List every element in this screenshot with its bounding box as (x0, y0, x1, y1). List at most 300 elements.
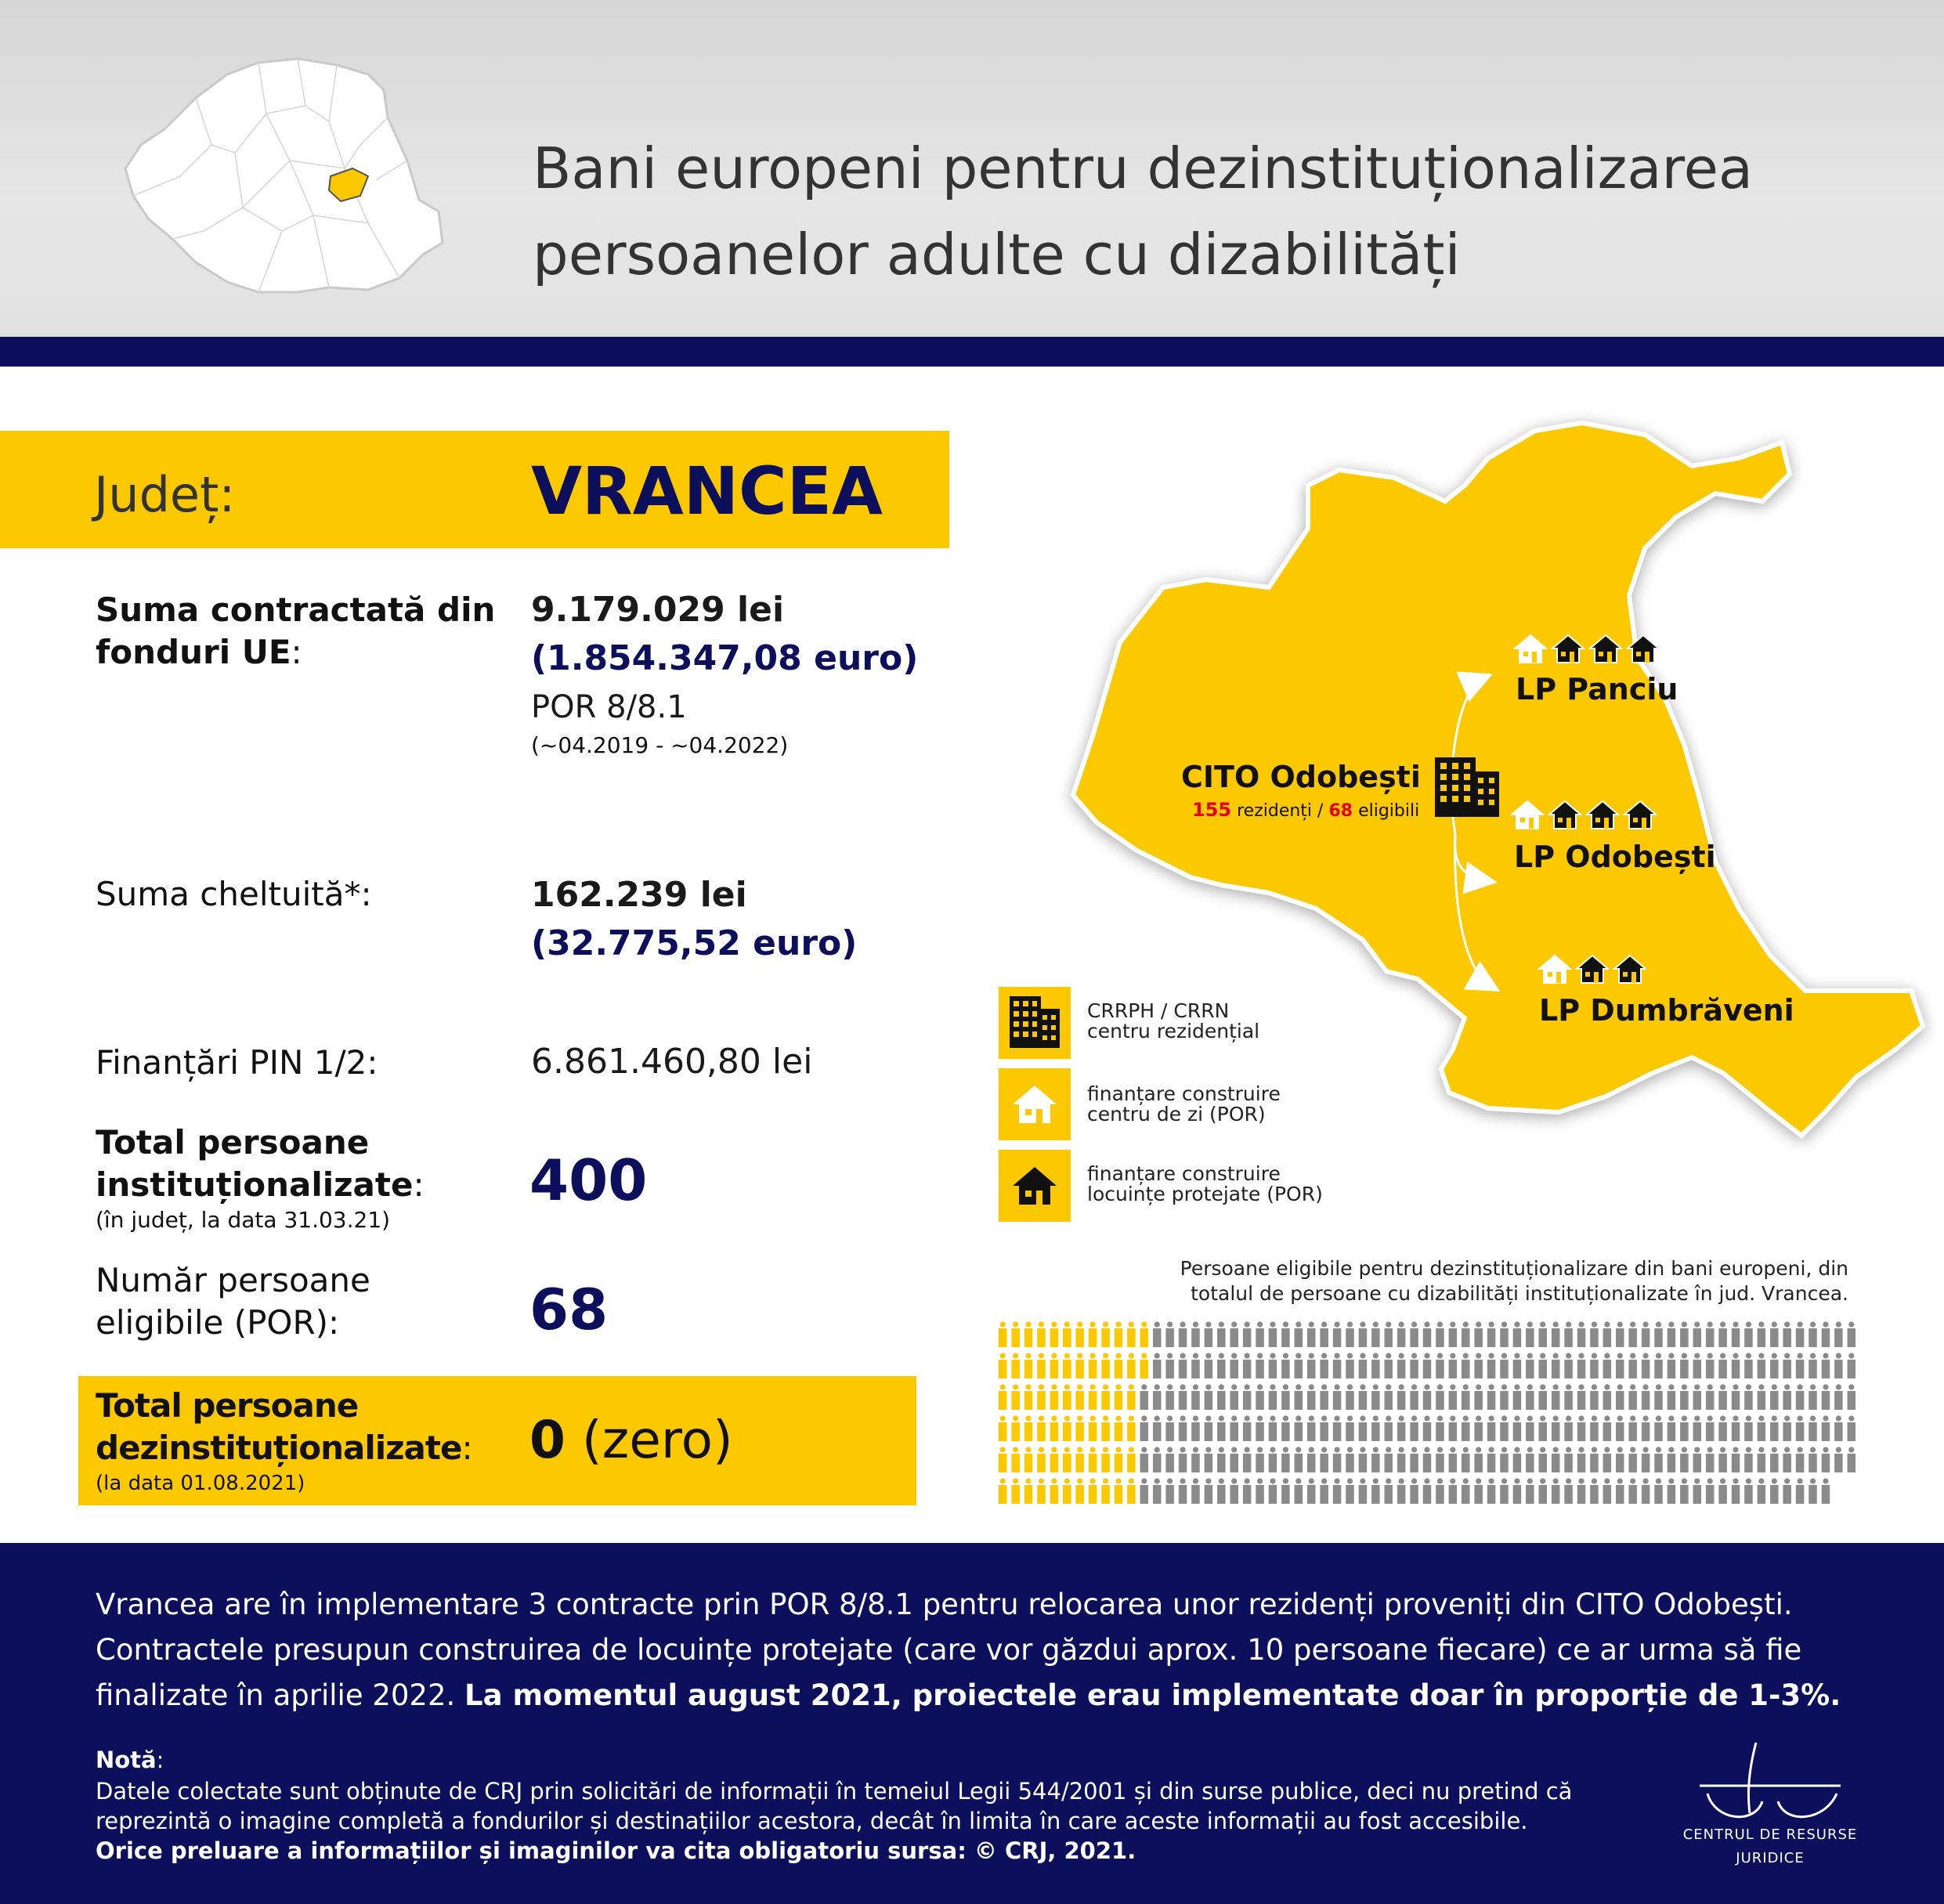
county-label: Județ: (94, 466, 236, 523)
suma-cheltuita-label: Suma cheltuită*: (96, 875, 372, 913)
person-icon (1281, 1353, 1290, 1378)
person-icon (1552, 1415, 1560, 1441)
person-icon (1539, 1478, 1548, 1504)
person-icon (1397, 1353, 1406, 1378)
person-icon (1744, 1447, 1753, 1472)
person-icon (1680, 1321, 1689, 1347)
person-icon (1295, 1353, 1303, 1378)
person-icon (1693, 1321, 1702, 1347)
person-icon (1243, 1321, 1252, 1347)
person-eligible-icon (1101, 1447, 1110, 1472)
person-icon (1668, 1415, 1676, 1441)
person-eligible-icon (1115, 1321, 1123, 1347)
person-icon (1165, 1321, 1174, 1347)
person-eligible-icon (1089, 1447, 1097, 1472)
person-icon (1796, 1447, 1805, 1472)
person-icon (1744, 1415, 1753, 1441)
person-eligible-icon (1101, 1384, 1110, 1410)
person-icon (1410, 1447, 1418, 1472)
person-icon (1487, 1415, 1496, 1441)
person-icon (1642, 1353, 1650, 1378)
note-text: Datele colectate sunt obținute de CRJ prin solicitări de informații în temeiul Legii 544/2001 și din surse publice, deci nu pretind că reprezintă o imagine completă a fondurilor și destinațiilor acestora, decât în limita în care aceste informații au fost accesibile. Orice preluare a informațiilor și imaginilor va cita obligatoriu sursa: © CRJ, 2021. (96, 1778, 1573, 1864)
person-eligible-icon (1050, 1447, 1059, 1472)
person-icon (1256, 1321, 1264, 1347)
person-icon (1384, 1447, 1393, 1472)
person-icon (1526, 1478, 1534, 1504)
person-icon (1397, 1415, 1406, 1441)
person-icon (1153, 1321, 1162, 1347)
person-icon (1668, 1321, 1676, 1347)
person-icon (1449, 1353, 1458, 1378)
person-icon (1205, 1478, 1213, 1504)
person-icon (1616, 1384, 1624, 1410)
suma-cheltuita-euro: (32.775,52 euro) (531, 923, 858, 963)
person-icon (1462, 1415, 1470, 1441)
person-icon (1796, 1415, 1805, 1441)
person-icon (1307, 1353, 1316, 1378)
person-icon (1243, 1384, 1252, 1410)
lp-odobesti-label: LP Odobești (1514, 840, 1716, 874)
person-icon (1822, 1384, 1830, 1410)
person-eligible-icon (1089, 1478, 1097, 1504)
person-icon (1346, 1353, 1354, 1378)
person-icon (1718, 1353, 1727, 1378)
person-icon (1628, 1447, 1637, 1472)
person-icon (1808, 1353, 1817, 1378)
person-icon (1590, 1447, 1599, 1472)
person-icon (1526, 1415, 1534, 1441)
person-eligible-icon (1115, 1415, 1123, 1441)
person-icon (1796, 1321, 1805, 1347)
person-icon (1384, 1415, 1393, 1441)
person-icon (1165, 1353, 1174, 1378)
person-icon (1718, 1478, 1727, 1504)
person-icon (1217, 1415, 1226, 1441)
person-icon (1436, 1353, 1444, 1378)
person-icon (1783, 1447, 1791, 1472)
person-icon (1230, 1353, 1238, 1378)
person-icon (1668, 1353, 1676, 1378)
person-icon (1346, 1447, 1354, 1472)
person-icon (1693, 1447, 1702, 1472)
person-icon (1320, 1478, 1328, 1504)
house-black-icon (1626, 633, 1660, 664)
person-icon (1744, 1321, 1753, 1347)
person-icon (1191, 1384, 1200, 1410)
total-institutionalizate-label: Total persoane instituționalizate: (în județ, la data 31.03.21) (96, 1123, 425, 1233)
person-icon (1552, 1447, 1560, 1472)
person-icon (1680, 1478, 1689, 1504)
person-icon (1680, 1447, 1689, 1472)
person-icon (1179, 1353, 1187, 1378)
person-icon (1371, 1353, 1380, 1378)
person-icon (1500, 1321, 1509, 1347)
person-icon (1500, 1353, 1509, 1378)
person-eligible-icon (1115, 1447, 1123, 1472)
person-icon (1783, 1415, 1791, 1441)
person-icon (1539, 1353, 1548, 1378)
house-white-icon (1513, 633, 1548, 664)
person-icon (1205, 1384, 1213, 1410)
person-icon (1371, 1478, 1380, 1504)
person-icon (1230, 1478, 1238, 1504)
person-eligible-icon (1050, 1478, 1059, 1504)
person-icon (1628, 1415, 1637, 1441)
person-eligible-icon (1089, 1321, 1097, 1347)
person-icon (1410, 1353, 1418, 1378)
person-icon (1333, 1478, 1342, 1504)
person-icon (1822, 1415, 1830, 1441)
person-icon (1281, 1384, 1290, 1410)
people-pictogram (996, 1320, 1858, 1508)
person-eligible-icon (1101, 1353, 1110, 1378)
person-icon (1758, 1384, 1766, 1410)
person-icon (1397, 1447, 1406, 1472)
person-icon (1281, 1478, 1290, 1504)
person-icon (1462, 1447, 1470, 1472)
person-icon (1732, 1353, 1740, 1378)
person-icon (1423, 1353, 1432, 1378)
house-black-icon (1548, 799, 1582, 830)
person-icon (1295, 1321, 1303, 1347)
person-eligible-icon (1063, 1447, 1071, 1472)
person-icon (1384, 1478, 1393, 1504)
person-icon (1217, 1478, 1226, 1504)
person-icon (1564, 1447, 1573, 1472)
person-icon (1642, 1447, 1650, 1472)
person-icon (1706, 1415, 1715, 1441)
person-icon (1758, 1478, 1766, 1504)
person-icon (1474, 1321, 1483, 1347)
total-dezinstitutionalizate-label: Total persoane dezinstituționalizate: (la data 01.08.2021) (96, 1386, 472, 1495)
person-icon (1706, 1321, 1715, 1347)
suma-cheltuita-values (531, 871, 970, 968)
suma-contractata-label: Suma contractată din fonduri UE: (96, 591, 496, 671)
person-icon (1217, 1321, 1226, 1347)
person-icon (1205, 1321, 1213, 1347)
person-icon (1165, 1447, 1174, 1472)
person-icon (1526, 1321, 1534, 1347)
person-icon (1848, 1447, 1856, 1472)
person-eligible-icon (1115, 1384, 1123, 1410)
person-icon (1577, 1447, 1586, 1472)
person-eligible-icon (1063, 1353, 1071, 1378)
person-icon (1359, 1321, 1368, 1347)
person-icon (1243, 1353, 1252, 1378)
person-icon (1603, 1321, 1612, 1347)
person-icon (1834, 1447, 1843, 1472)
person-icon (1758, 1415, 1766, 1441)
person-icon (1230, 1447, 1238, 1472)
person-icon (1397, 1478, 1406, 1504)
person-eligible-icon (1101, 1321, 1110, 1347)
person-icon (1796, 1478, 1805, 1504)
person-eligible-icon (1075, 1321, 1084, 1347)
person-icon (1281, 1415, 1290, 1441)
person-icon (1384, 1384, 1393, 1410)
person-icon (1513, 1415, 1522, 1441)
person-icon (1616, 1321, 1624, 1347)
person-icon (1230, 1415, 1238, 1441)
person-icon (1654, 1353, 1663, 1378)
person-icon (1693, 1478, 1702, 1504)
person-icon (1333, 1321, 1342, 1347)
house-black-icon (1588, 633, 1623, 664)
person-icon (1603, 1353, 1612, 1378)
person-icon (1513, 1384, 1522, 1410)
person-icon (1577, 1478, 1586, 1504)
person-icon (1165, 1415, 1174, 1441)
person-eligible-icon (1011, 1415, 1020, 1441)
person-icon (1500, 1478, 1509, 1504)
cito-building-icon (1432, 754, 1502, 820)
person-icon (1256, 1415, 1264, 1441)
person-eligible-icon (1024, 1321, 1033, 1347)
person-icon (1436, 1321, 1444, 1347)
person-icon (1770, 1478, 1779, 1504)
person-icon (1680, 1353, 1689, 1378)
legend-house-white-box (999, 1068, 1071, 1140)
person-icon (1513, 1447, 1522, 1472)
person-eligible-icon (1050, 1415, 1059, 1441)
person-icon (1706, 1478, 1715, 1504)
person-icon (1205, 1447, 1213, 1472)
person-icon (1449, 1447, 1458, 1472)
house-black-icon (1613, 953, 1647, 985)
odobesti-houses (1510, 799, 1660, 833)
person-icon (1269, 1353, 1277, 1378)
person-eligible-icon (1127, 1384, 1136, 1410)
person-icon (1834, 1353, 1843, 1378)
person-eligible-icon (999, 1321, 1007, 1347)
person-icon (1654, 1321, 1663, 1347)
person-icon (1668, 1384, 1676, 1410)
person-eligible-icon (1063, 1321, 1071, 1347)
person-icon (1487, 1353, 1496, 1378)
person-icon (1577, 1321, 1586, 1347)
person-icon (1706, 1447, 1715, 1472)
person-icon (1552, 1384, 1560, 1410)
person-icon (1848, 1353, 1856, 1378)
person-icon (1564, 1478, 1573, 1504)
legend-house-black-text: finanțare construire locuințe protejate (POR) (1087, 1162, 1323, 1205)
panciu-houses (1513, 633, 1664, 667)
person-icon (1564, 1415, 1573, 1441)
person-icon (1758, 1447, 1766, 1472)
person-icon (1153, 1384, 1162, 1410)
person-icon (1628, 1353, 1637, 1378)
person-eligible-icon (1024, 1384, 1033, 1410)
person-icon (1307, 1478, 1316, 1504)
person-icon (1500, 1415, 1509, 1441)
person-eligible-icon (1063, 1384, 1071, 1410)
person-eligible-icon (1127, 1353, 1136, 1378)
person-icon (1808, 1447, 1817, 1472)
person-icon (1796, 1384, 1805, 1410)
romania-map (110, 43, 446, 302)
person-icon (1628, 1384, 1637, 1410)
person-icon (1217, 1447, 1226, 1472)
person-icon (1770, 1384, 1779, 1410)
legend-house-white-text: finanțare construire centru de zi (POR) (1087, 1082, 1281, 1125)
person-icon (1140, 1447, 1149, 1472)
person-eligible-icon (1127, 1478, 1136, 1504)
person-icon (1526, 1447, 1534, 1472)
person-icon (1718, 1415, 1727, 1441)
person-icon (1165, 1384, 1174, 1410)
person-eligible-icon (1050, 1384, 1059, 1410)
house-black-icon (1585, 799, 1620, 830)
person-icon (1179, 1415, 1187, 1441)
person-icon (1320, 1447, 1328, 1472)
person-eligible-icon (1075, 1353, 1084, 1378)
person-icon (1397, 1321, 1406, 1347)
person-icon (1436, 1447, 1444, 1472)
person-icon (1577, 1384, 1586, 1410)
person-icon (1693, 1353, 1702, 1378)
eligibile-label: Număr persoane eligibile (POR): (96, 1261, 370, 1342)
person-icon (1654, 1415, 1663, 1441)
person-icon (1217, 1353, 1226, 1378)
person-icon (1295, 1415, 1303, 1441)
person-icon (1449, 1478, 1458, 1504)
person-icon (1770, 1447, 1779, 1472)
person-icon (1822, 1447, 1830, 1472)
person-icon (1706, 1384, 1715, 1410)
cito-name: CITO Odobești (1181, 760, 1421, 794)
person-icon (1269, 1415, 1277, 1441)
person-eligible-icon (1127, 1415, 1136, 1441)
house-black-icon (999, 1150, 1071, 1222)
person-eligible-icon (1140, 1321, 1149, 1347)
person-icon (1552, 1478, 1560, 1504)
person-icon (1256, 1353, 1264, 1378)
house-white-icon (1510, 799, 1545, 830)
person-icon (1680, 1415, 1689, 1441)
house-white-icon (1537, 953, 1572, 985)
person-icon (1269, 1384, 1277, 1410)
person-icon (1848, 1384, 1856, 1410)
person-icon (1359, 1478, 1368, 1504)
person-icon (1808, 1321, 1817, 1347)
person-icon (1410, 1415, 1418, 1441)
suma-contractata-lei: 9.179.029 lei (531, 590, 785, 630)
suma-cheltuita-lei: 162.239 lei (531, 875, 747, 915)
person-icon (1590, 1321, 1599, 1347)
person-icon (1333, 1447, 1342, 1472)
suma-contractata-euro: (1.854.347,08 euro) (531, 638, 919, 678)
person-icon (1371, 1447, 1380, 1472)
person-icon (1165, 1478, 1174, 1504)
lp-dumbraveni-label: LP Dumbrăveni (1539, 993, 1794, 1028)
person-icon (1423, 1384, 1432, 1410)
person-icon (1397, 1384, 1406, 1410)
lp-panciu-label: LP Panciu (1516, 672, 1678, 706)
person-icon (1243, 1478, 1252, 1504)
person-icon (1822, 1321, 1830, 1347)
person-icon (1346, 1478, 1354, 1504)
person-icon (1668, 1447, 1676, 1472)
person-icon (1423, 1415, 1432, 1441)
person-icon (1732, 1321, 1740, 1347)
person-icon (1423, 1447, 1432, 1472)
person-eligible-icon (1063, 1478, 1071, 1504)
person-icon (1153, 1478, 1162, 1504)
person-icon (1603, 1384, 1612, 1410)
person-icon (1616, 1353, 1624, 1378)
person-icon (1384, 1321, 1393, 1347)
crj-logo-text: CENTRUL DE RESURSE JURIDICE (1682, 1826, 1858, 1866)
person-eligible-icon (1011, 1447, 1020, 1472)
person-icon (1320, 1384, 1328, 1410)
person-icon (1487, 1447, 1496, 1472)
person-eligible-icon (1011, 1384, 1020, 1410)
person-eligible-icon (1101, 1415, 1110, 1441)
person-icon (1474, 1353, 1483, 1378)
person-eligible-icon (1075, 1478, 1084, 1504)
person-icon (1436, 1478, 1444, 1504)
person-icon (1474, 1447, 1483, 1472)
total-dezinstitutionalizate-value: 0 (zero) (529, 1410, 733, 1470)
person-icon (1320, 1353, 1328, 1378)
person-icon (1179, 1384, 1187, 1410)
person-icon (1462, 1384, 1470, 1410)
person-eligible-icon (1037, 1321, 1046, 1347)
person-icon (1191, 1353, 1200, 1378)
person-icon (1783, 1384, 1791, 1410)
person-icon (1410, 1321, 1418, 1347)
person-eligible-icon (1037, 1447, 1046, 1472)
person-icon (1526, 1384, 1534, 1410)
person-icon (1732, 1415, 1740, 1441)
person-icon (1564, 1353, 1573, 1378)
person-eligible-icon (1115, 1353, 1123, 1378)
person-icon (1436, 1415, 1444, 1441)
person-icon (1628, 1478, 1637, 1504)
person-eligible-icon (1050, 1321, 1059, 1347)
person-icon (1808, 1478, 1817, 1504)
person-icon (1642, 1415, 1650, 1441)
person-icon (1179, 1321, 1187, 1347)
person-icon (1693, 1384, 1702, 1410)
person-eligible-icon (1024, 1353, 1033, 1378)
person-icon (1654, 1384, 1663, 1410)
person-icon (1474, 1415, 1483, 1441)
person-icon (1487, 1321, 1496, 1347)
person-icon (1732, 1447, 1740, 1472)
person-icon (1359, 1415, 1368, 1441)
person-icon (1320, 1321, 1328, 1347)
legend-building-text: CRRPH / CRRN centru rezidențial (1087, 999, 1260, 1042)
person-eligible-icon (1050, 1353, 1059, 1378)
person-icon (1191, 1321, 1200, 1347)
person-icon (1770, 1353, 1779, 1378)
person-icon (1577, 1415, 1586, 1441)
person-icon (1256, 1447, 1264, 1472)
person-icon (1346, 1321, 1354, 1347)
cito-stats: 155 rezidenți / 68 eligibili (1192, 799, 1420, 821)
house-black-icon (1575, 953, 1610, 985)
person-icon (1539, 1384, 1548, 1410)
person-icon (1371, 1415, 1380, 1441)
person-icon (1783, 1478, 1791, 1504)
suma-contractata-values (531, 586, 970, 760)
person-icon (1642, 1478, 1650, 1504)
person-icon (1603, 1447, 1612, 1472)
county-name: VRANCEA (531, 453, 883, 529)
person-icon (1564, 1321, 1573, 1347)
footer-summary: Vrancea are în implementare 3 contracte prin POR 8/8.1 pentru relocarea unor rezidenți proveniți din CITO Odobești. Contractele presupun construirea de locuințe protejate (care vor găzdui aprox. 10 persoane fiecare) ce ar urma să fie finalizate în aprilie 2022. La momentul august 2021, proiectele erau implementate doar în proporție de 1-3%. (96, 1588, 1841, 1712)
